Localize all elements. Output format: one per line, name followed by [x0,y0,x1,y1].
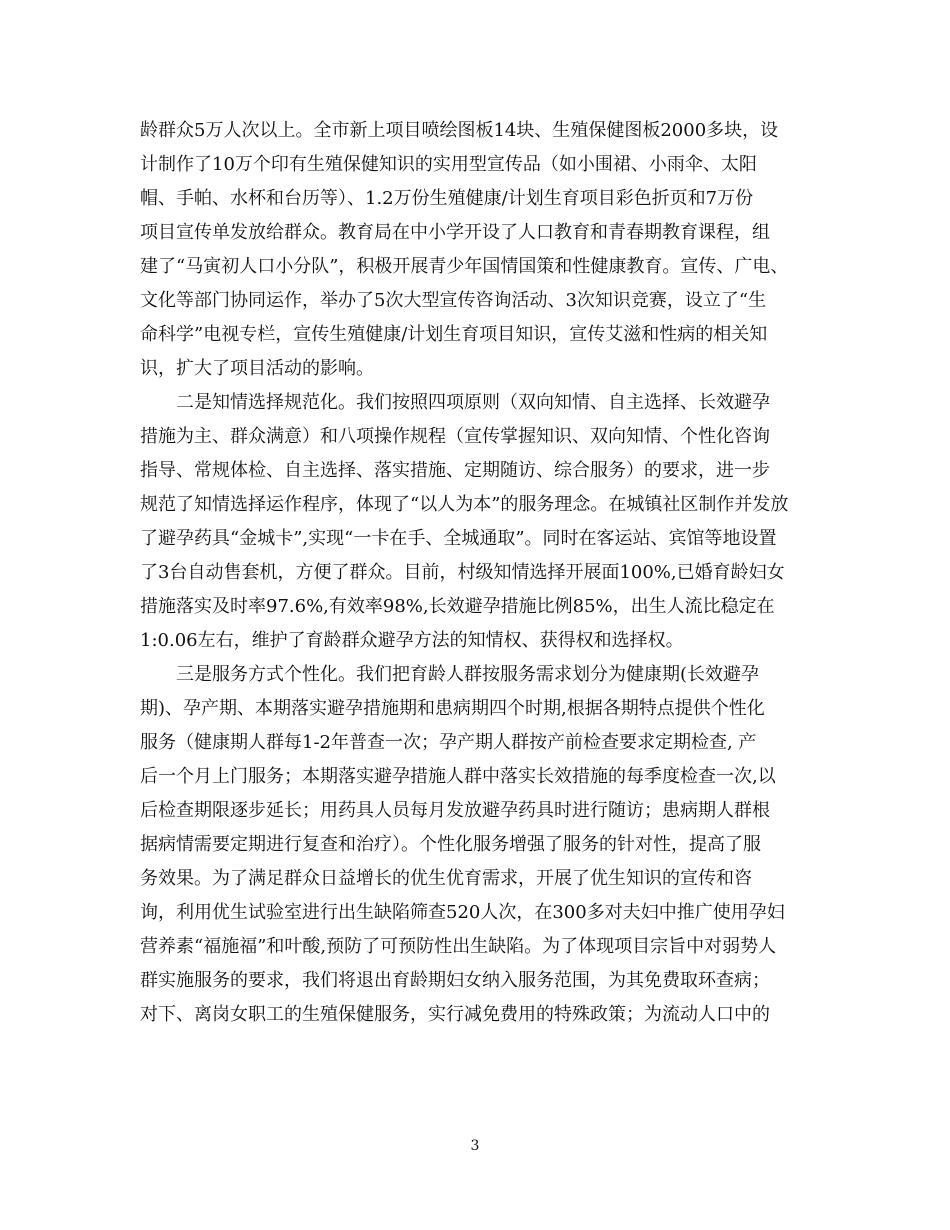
text-line: 项目宣传单发放给群众。教育局在中小学开设了人口教育和青春期教育课程，组 [140,222,770,243]
text-line: 计制作了10万个印有生殖保健知识的实用型宣传品（如小围裙、小雨伞、太阳 [140,154,757,175]
text-line: 龄群众5万人次以上。全市新上项目喷绘图板14块、生殖保健图板2000多块，设 [140,120,779,141]
text-line: 据病情需要定期进行复查和治疗）。个性化服务增强了服务的针对性，提高了服 [140,834,761,855]
text-line: 了避孕药具“金城卡”,实现“一卡在手、全城通取”。同时在客运站、宾馆等地设置 [140,528,777,549]
text-line: 指导、常规体检、自主选择、落实措施、定期随访、综合服务）的要求，进一步 [140,460,770,481]
text-line: 建了“马寅初人口小分队”，积极开展青少年国情国策和性健康教育。宣传、广电、 [140,256,789,277]
text-line: 服务（健康期人群每1-2年普查一次；孕产期人群按产前检查要求定期检查, 产 [140,732,757,753]
body-text [140,114,810,1032]
text-line: 后一个月上门服务；本期落实避孕措施人群中落实长效措施的每季度检查一次,以 [140,766,776,787]
text-line: 对下、离岗女职工的生殖保健服务，实行减免费用的特殊政策；为流动人口中的 [140,1004,770,1025]
text-line: 期)、孕产期、本期落实避孕措施期和患病期四个时期,根据各期特点提供个性化 [140,698,765,719]
text-line: 措施为主、群众满意）和八项操作规程（宣传掌握知识、双向知情、个性化咨询 [140,426,770,447]
text-line: 1:0.06左右，维护了育龄群众避孕方法的知情权、获得权和选择权。 [140,630,684,651]
text-line: 群实施服务的要求，我们将退出育龄期妇女纳入服务范围，为其免费取环查病； [140,970,770,991]
text-line: 规范了知情选择运作程序，体现了“以人为本”的服务理念。在城镇社区制作并发放 [140,494,789,515]
text-line: 命科学”电视专栏，宣传生殖健康/计划生育项目知识，宣传艾滋和性病的相关知 [140,324,768,345]
text-line: 措施落实及时率97.6%,有效率98%,长效避孕措施比例85%，出生人流比稳定在 [140,596,775,617]
text-line: 帽、手帕、水杯和台历等）、1.2万份生殖健康/计划生育项目彩色折页和7万份 [140,188,754,209]
text-line: 识，扩大了项目活动的影响。 [140,358,374,379]
text-line: 营养素“福施福”和叶酸,预防了可预防性出生缺陷。为了体现项目宗旨中对弱势人 [140,936,777,957]
text-line: 后检查期限逐步延长；用药具人员每月发放避孕药具时进行随访；患病期人群根 [140,800,770,821]
text-line: 务效果。为了满足群众日益增长的优生优育需求，开展了优生知识的宣传和咨 [140,868,752,889]
page-number: 3 [470,1138,480,1154]
text-line: 文化等部门协同运作，举办了5次大型宣传咨询活动、3次知识竞赛，设立了“生 [140,290,767,311]
text-line: 询，利用优生试验室进行出生缺陷筛查520人次，在300多对夫妇中推广使用孕妇 [140,902,785,923]
paragraph-start-line: 三是服务方式个性化。我们把育龄人群按服务需求划分为健康期(长效避孕 [176,664,760,685]
text-line: 了3台自动售套机，方便了群众。目前，村级知情选择开展面100%,已婚育龄妇女 [140,562,785,583]
paragraph-start-line: 二是知情选择规范化。我们按照四项原则（双向知情、自主选择、长效避孕 [176,392,770,413]
